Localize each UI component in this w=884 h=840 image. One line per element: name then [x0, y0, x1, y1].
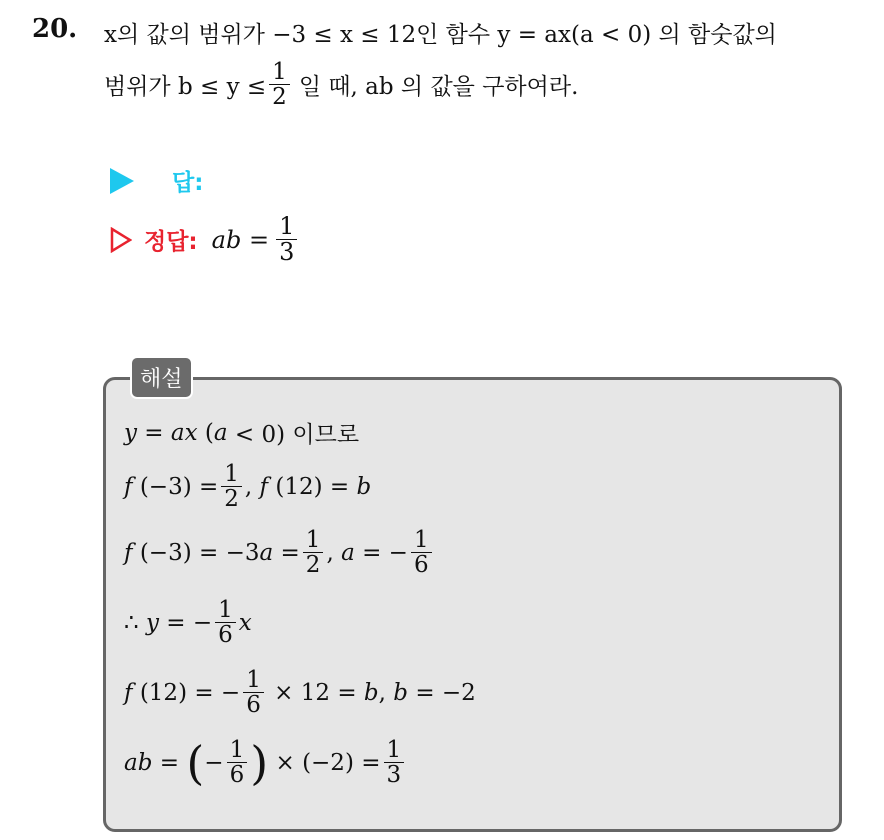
outline-triangle-icon	[110, 227, 132, 253]
solution-line-1: y = ax ( a < 0) 이므로	[124, 419, 360, 448]
play-triangle-icon	[110, 168, 134, 194]
solution-line-5: f (12) = − $\frac{1}{6}$ × 12 = b , b = −2	[124, 667, 476, 719]
fraction-numerator: 1	[276, 214, 297, 240]
question-text-line-1: x의 값의 범위가 −3 ≤ x ≤ 12인 함수 y = ax(a < 0) 의 함숫값의	[104, 22, 777, 48]
solution-line-3: f (−3) = −3 a = $\frac{1}{2}$ , a = − $\frac{1}{6}$	[124, 528, 435, 577]
solution-line-4: ∴ y = − $\frac{1}{6}$ x	[124, 597, 252, 649]
correct-answer-label: 정답:	[144, 229, 198, 256]
question-line2-post: 일 때, ab 의 값을 구하여라.	[298, 74, 579, 101]
solution-line-6: ab = ( − $\frac{1}{6}$ ) × (−2) = $\frac{1}{3}$	[124, 738, 407, 787]
correct-answer-lhs: ab =	[211, 225, 270, 254]
fraction-denominator: 2	[272, 84, 287, 111]
question-fraction	[269, 60, 290, 109]
answer-blank-row	[110, 164, 203, 197]
answer-label: 답:	[172, 170, 204, 196]
fraction-denominator: 3	[279, 238, 295, 267]
question-text-line-2	[104, 60, 578, 109]
question-line2-pre: 범위가 b ≤ y ≤	[104, 74, 267, 101]
fraction-numerator: 1	[269, 60, 290, 85]
question-number: 20.	[32, 14, 78, 44]
correct-answer-row	[110, 214, 300, 265]
correct-answer-fraction	[276, 214, 297, 265]
solution-badge: 해설	[130, 356, 193, 399]
solution-line-2: f (−3) = $\frac{1}{2}$ , f (12) = b	[124, 461, 372, 513]
